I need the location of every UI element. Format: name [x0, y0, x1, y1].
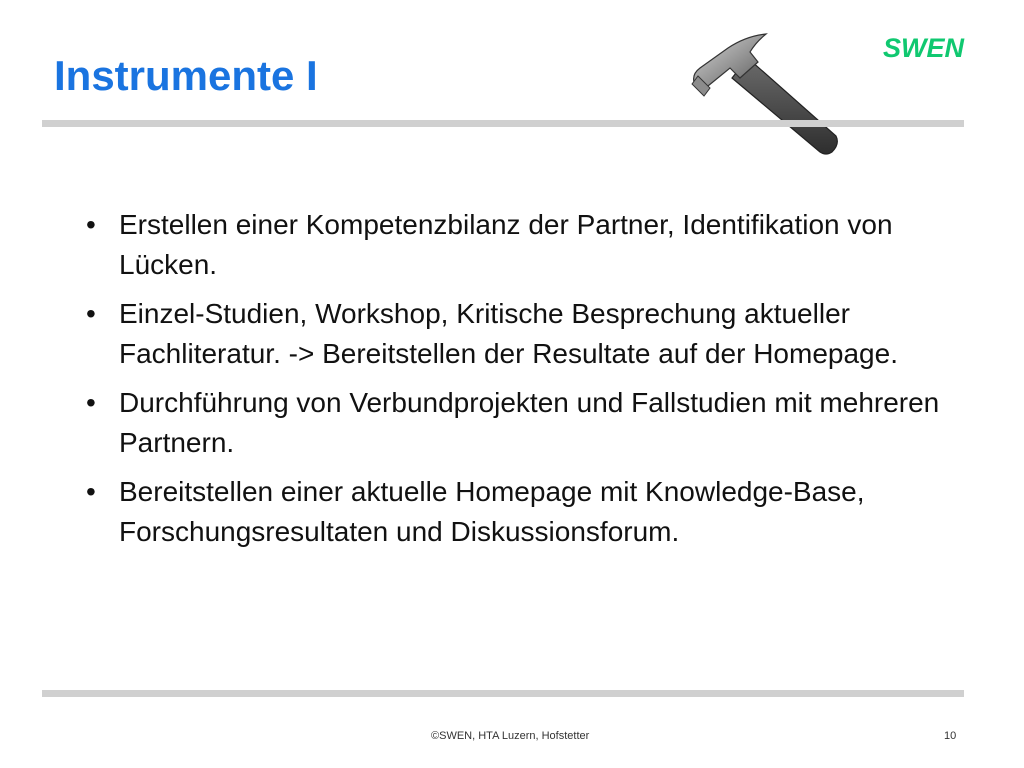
footer-divider — [42, 690, 964, 697]
bullet-item — [86, 383, 986, 463]
bullet-text: Einzel-Studien, Workshop, Kritische Besprechung aktueller Fachliteratur. -> Bereitstellen der Resultate auf der Homepage. — [119, 298, 898, 369]
hammer-icon — [688, 28, 848, 160]
bullet-text: Erstellen einer Kompetenzbilanz der Partner, Identifikation von Lücken. — [119, 209, 893, 280]
slide-title: Instrumente I — [54, 52, 318, 99]
header-divider — [42, 120, 964, 127]
footer-copyright: ©SWEN, HTA Luzern, Hofstetter — [431, 730, 590, 742]
page-number: 10 — [944, 730, 957, 742]
bullet-text: Durchführung von Verbundprojekten und Fallstudien mit mehreren Partnern. — [119, 387, 940, 458]
bullet-item — [86, 294, 986, 374]
bullet-text: Bereitstellen einer aktuelle Homepage mit Knowledge-Base, Forschungsresultaten und Diskussionsforum. — [119, 476, 865, 547]
bullet-glyph: • — [86, 387, 96, 418]
bullet-glyph: • — [86, 209, 96, 240]
brand-logo: SWEN — [883, 33, 964, 63]
bullet-item — [86, 472, 986, 552]
bullet-list — [86, 205, 986, 561]
bullet-glyph: • — [86, 298, 96, 329]
bullet-item — [86, 205, 986, 285]
bullet-glyph: • — [86, 476, 96, 507]
